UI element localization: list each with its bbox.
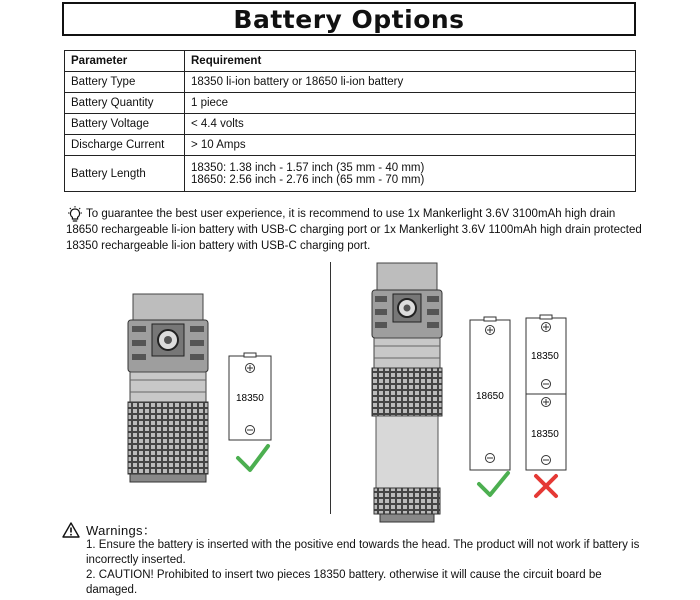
cell-req: < 4.4 volts — [185, 114, 636, 135]
cell-req-line: 18350: 1.38 inch - 1.57 inch (35 mm - 40 mm) — [191, 161, 425, 174]
check-icon-left — [238, 446, 268, 470]
cell-req: 18350 li-ion battery or 18650 li-ion battery — [185, 72, 636, 93]
battery-label-18650: 18650 — [476, 391, 504, 402]
warning-item: 1. Ensure the battery is inserted with the positive end towards the head. The product will not work if battery is incorrectly inserted. — [86, 539, 640, 566]
cell-param: Battery Voltage — [65, 114, 185, 135]
cell-param: Battery Type — [65, 72, 185, 93]
warnings-heading: Warnings： — [86, 522, 157, 538]
cell-req: > 10 Amps — [185, 135, 636, 156]
header-parameter: Parameter — [65, 51, 185, 72]
tip-text: To guarantee the best user experience, it is recommend to use 1x Mankerlight 3.6V 3100mAh high drain 18650 rechargeable li-ion battery with USB-C charging port or 1x Mankerlight 3.6V 1100mAh high drain protected 18350 rechargeable li-ion battery with USB-C charging port. — [66, 208, 642, 252]
cell-req: 1 piece — [185, 93, 636, 114]
header-requirement: Requirement — [185, 51, 636, 72]
warning-item: 2. CAUTION! Prohibited to insert two pieces 18350 battery. otherwise it will cause the circuit board be damaged. — [86, 569, 602, 596]
battery-18350 — [229, 353, 271, 440]
cross-icon — [536, 476, 556, 496]
battery-18350-top — [526, 315, 566, 394]
flashlight-short — [128, 294, 208, 482]
cell-param: Battery Quantity — [65, 93, 185, 114]
battery-label-top: 18350 — [531, 351, 559, 362]
warning-icon — [62, 522, 80, 538]
cell-param: Battery Length — [65, 156, 185, 192]
battery-label-left: 18350 — [236, 393, 264, 404]
cell-param: Discharge Current — [65, 135, 185, 156]
warnings-section — [62, 522, 652, 598]
check-icon-right — [479, 473, 508, 495]
battery-18350-bottom — [526, 394, 566, 470]
cell-req-line: 18650: 2.56 inch - 2.76 inch (65 mm - 70 mm) — [191, 173, 425, 186]
page-title: Battery Options — [233, 4, 465, 34]
flashlight-long — [372, 263, 442, 522]
battery-18650 — [470, 317, 510, 470]
battery-label-bottom: 18350 — [531, 429, 559, 440]
